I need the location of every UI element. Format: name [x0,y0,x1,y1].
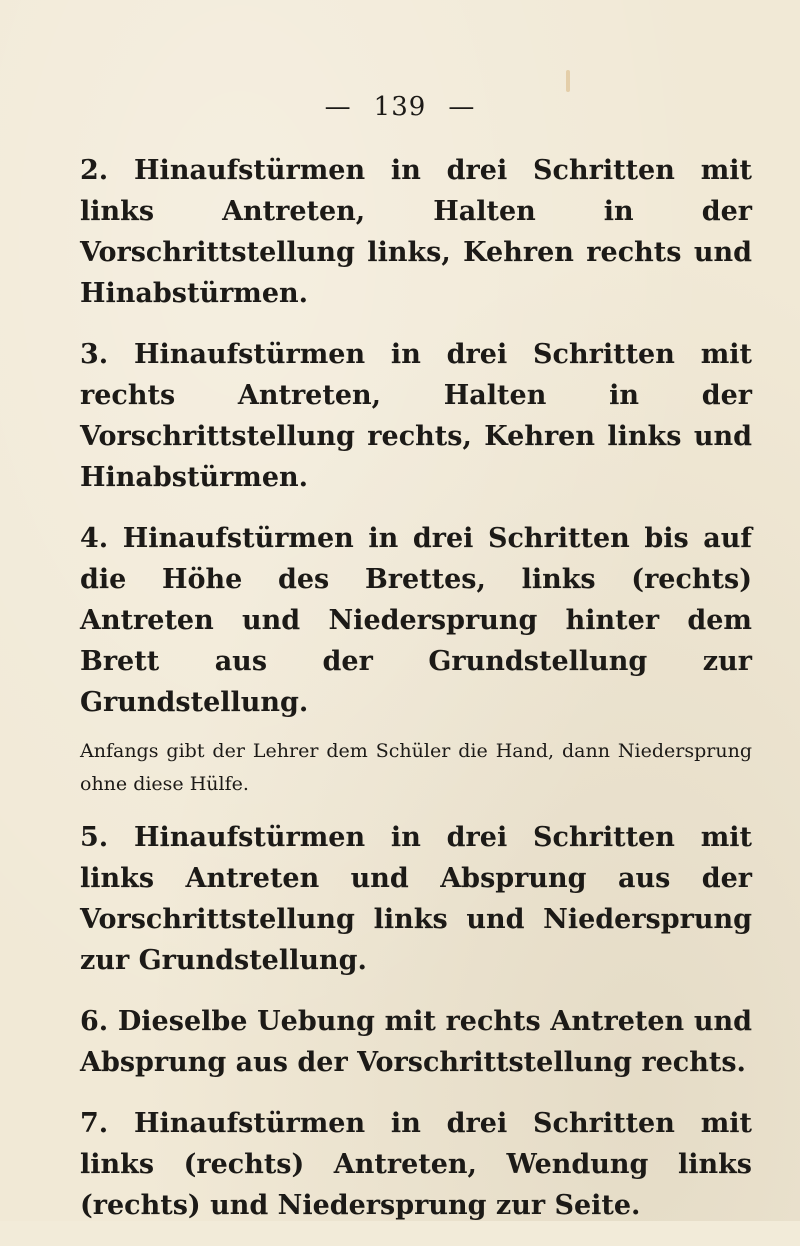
exercise-text: Hinaufstürmen in drei Schritten mit links Antreten, Halten in der Vorschrittstellung links, Kehren rechts und Hinabstürmen. [80,155,753,309]
exercise-text: Hinaufstürmen in drei Schritten mit links (rechts) Antreten, Wendung links (rechts) und Niedersprung zur Seite. [80,1108,753,1221]
teacher-note: Anfangs gibt der Lehrer dem Schüler die Hand, dann Niedersprung ohne diese Hülfe. [80,740,752,795]
exercise-number: 5. [80,822,109,853]
paper-stain [566,70,570,92]
page-number: 139 [373,92,427,122]
exercise-number: 3. [80,339,109,370]
exercise-text: Hinaufstürmen in drei Schritten bis auf die Höhe des Brettes, links (rechts) Antreten und Niedersprung hinter dem Brett aus der Grundstellung zur Grundstellung. [80,523,752,718]
exercise-text: Dieselbe Uebung mit rechts Antreten und Absprung aus der Vorschrittstellung rechts. [80,1006,752,1078]
exercise-4 [80,518,752,723]
exercise-number: 4. [80,523,109,554]
exercise-7 [80,1103,752,1226]
exercise-number: 6. [80,1006,109,1037]
exercise-3 [80,334,752,498]
header-dash-left: — [324,92,352,122]
exercise-text: Hinaufstürmen in drei Schritten mit rechts Antreten, Halten in der Vorschrittstellung rechts, Kehren links und Hinabstürmen. [80,339,753,493]
exercise-number: 2. [80,155,109,186]
exercise-2 [80,150,752,314]
exercise-number: 7. [80,1108,109,1139]
header-dash-right: — [448,92,476,122]
exercise-text: Hinaufstürmen in drei Schritten mit links Antreten und Absprung aus der Vorschrittstellung links und Niedersprung zur Grundstellung. [80,822,753,976]
exercise-6 [80,1001,752,1083]
exercise-5 [80,817,752,981]
page-header [0,92,800,122]
page-body [80,150,752,1246]
